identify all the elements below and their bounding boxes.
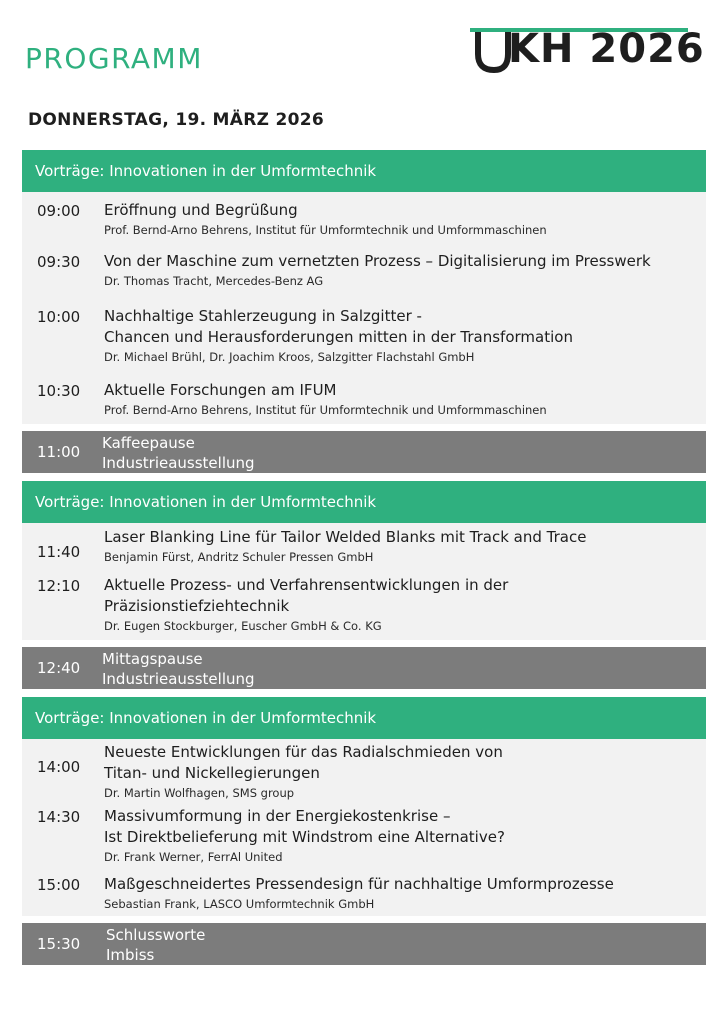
break-row xyxy=(22,923,706,965)
session-panel xyxy=(22,739,706,916)
talk-time: 09:30 xyxy=(37,253,81,271)
page-title: PROGRAMM xyxy=(25,42,203,75)
session-heading: Vorträge: Innovationen in der Umformtechnik xyxy=(22,150,706,192)
talk-time: 11:40 xyxy=(37,543,81,561)
talk-speaker: Prof. Bernd-Arno Behrens, Institut für Umformtechnik und Umformmaschinen xyxy=(104,403,547,417)
talk-time: 09:00 xyxy=(37,202,81,220)
talk-speaker: Dr. Frank Werner, FerrAl United xyxy=(104,850,283,864)
talk-title-line: Ist Direktbelieferung mit Windstrom eine Alternative? xyxy=(104,828,505,846)
talk-title: Eröffnung und Begrüßung xyxy=(104,201,298,219)
event-date: DONNERSTAG, 19. MÄRZ 2026 xyxy=(28,110,324,130)
break-label: Kaffeepause xyxy=(102,434,195,452)
session-heading: Vorträge: Innovationen in der Umformtechnik xyxy=(22,481,706,523)
talk-title: Von der Maschine zum vernetzten Prozess – Digitalisierung im Presswerk xyxy=(104,252,651,270)
talk-time: 10:30 xyxy=(37,382,81,400)
talk-time: 10:00 xyxy=(37,308,81,326)
break-label: Industrieausstellung xyxy=(102,454,255,472)
break-label: Imbiss xyxy=(106,946,155,964)
talk-speaker: Prof. Bernd-Arno Behrens, Institut für Umformtechnik und Umformmaschinen xyxy=(104,223,547,237)
break-row xyxy=(22,431,706,473)
session-panel xyxy=(22,523,706,640)
talk-title: Laser Blanking Line für Tailor Welded Blanks mit Track and Trace xyxy=(104,528,587,546)
talk-title-line: Nachhaltige Stahlerzeugung in Salzgitter - xyxy=(104,307,422,325)
talk-title-line: Neueste Entwicklungen für das Radialschmieden von xyxy=(104,743,503,761)
talk-speaker: Dr. Martin Wolfhagen, SMS group xyxy=(104,786,295,800)
talk-title-line: Massivumformung in der Energiekostenkrise – xyxy=(104,807,451,825)
logo-text: KH 2026 xyxy=(508,26,705,72)
talk-time: 14:00 xyxy=(37,758,81,776)
talk-speaker: Dr. Michael Brühl, Dr. Joachim Kroos, Salzgitter Flachstahl GmbH xyxy=(104,350,475,364)
break-label: Industrieausstellung xyxy=(102,670,255,688)
talk-title-line: Titan- und Nickellegierungen xyxy=(104,764,320,782)
talk-speaker: Dr. Eugen Stockburger, Euscher GmbH & Co. KG xyxy=(104,619,382,633)
talk-speaker: Sebastian Frank, LASCO Umformtechnik GmbH xyxy=(104,897,375,911)
talk-speaker: Benjamin Fürst, Andritz Schuler Pressen GmbH xyxy=(104,550,374,564)
break-label: Mittagspause xyxy=(102,650,203,668)
session-heading: Vorträge: Innovationen in der Umformtechnik xyxy=(22,697,706,739)
break-time: 11:00 xyxy=(37,443,81,461)
break-time: 12:40 xyxy=(37,659,81,677)
break-time: 15:30 xyxy=(37,935,81,953)
session-panel xyxy=(22,192,706,424)
talk-speaker: Dr. Thomas Tracht, Mercedes-Benz AG xyxy=(104,274,324,288)
talk-title-line: Präzisionstiefziehtechnik xyxy=(104,597,290,615)
talk-time: 12:10 xyxy=(37,577,81,595)
talk-title: Aktuelle Forschungen am IFUM xyxy=(104,381,337,399)
break-label: Schlussworte xyxy=(106,926,206,944)
talk-title-line: Chancen und Herausforderungen mitten in der Transformation xyxy=(104,328,573,346)
break-row xyxy=(22,647,706,689)
talk-time: 15:00 xyxy=(37,876,81,894)
talk-title-line: Aktuelle Prozess- und Verfahrensentwicklungen in der xyxy=(104,576,509,594)
talk-time: 14:30 xyxy=(37,808,81,826)
talk-title: Maßgeschneidertes Pressendesign für nachhaltige Umformprozesse xyxy=(104,875,614,893)
